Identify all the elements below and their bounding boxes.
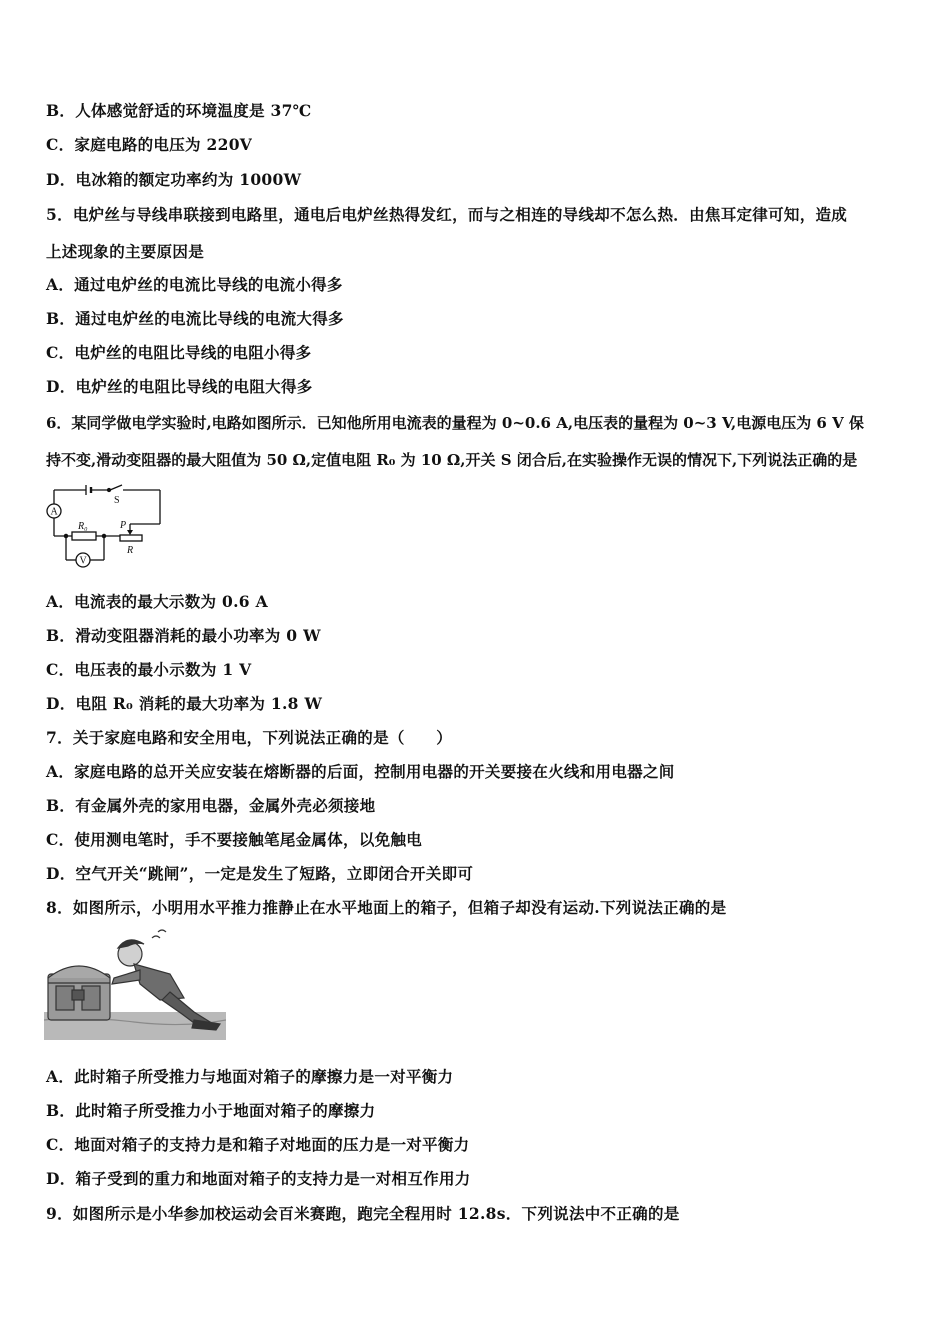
option-a-q7: A．家庭电路的总开关应安装在熔断器的后面，控制用电器的开关要接在火线和用电器之间 (46, 762, 675, 781)
rheostat-label: R (127, 545, 134, 556)
voltmeter-label: V (79, 555, 87, 567)
rheostat-r (120, 535, 142, 541)
option-d-q8: D．箱子受到的重力和地面对箱子的支持力是一对相互作用力 (46, 1169, 471, 1188)
question-8: 8．如图所示，小明用水平推力推静止在水平地面上的箱子，但箱子却没有运动.下列说法正确的是 (46, 898, 727, 917)
question-6-line-1: 6．某同学做电学实验时,电路如图所示．已知他所用电流表的量程为 0~0.6 A,电压表的量程为 0~3 V,电源电压为 6 V 保 (46, 414, 864, 432)
option-a-q6: A．电流表的最大示数为 0.6 A (46, 592, 268, 611)
option-c-q8: C．地面对箱子的支持力是和箱子对地面的压力是一对平衡力 (46, 1135, 470, 1154)
r0-label: R₀ (78, 521, 88, 532)
option-c-q7: C．使用测电笔时，手不要接触笔尾金属体，以免触电 (46, 830, 423, 849)
option-d-q5: D．电炉丝的电阻比导线的电阻大得多 (46, 377, 313, 396)
option-a-q5: A．通过电炉丝的电流比导线的电流小得多 (46, 275, 343, 294)
ammeter-label: A (50, 506, 58, 518)
question-7: 7．关于家庭电路和安全用电，下列说法正确的是（ ） (46, 728, 453, 747)
option-b-q5: B．通过电炉丝的电流比导线的电流大得多 (46, 309, 344, 328)
resistor-r0 (72, 532, 96, 540)
option-d-q4: D．电冰箱的额定功率约为 1000W (46, 170, 302, 189)
option-a-q8: A．此时箱子所受推力与地面对箱子的摩擦力是一对平衡力 (46, 1067, 454, 1086)
option-c-q4: C．家庭电路的电压为 220V (46, 135, 253, 154)
slider-arrow (127, 530, 133, 535)
option-d-q7: D．空气开关“跳闸”，一定是发生了短路，立即闭合开关即可 (46, 864, 474, 883)
circuit-diagram (42, 478, 170, 574)
boy-body (134, 964, 184, 1000)
option-b-q7: B．有金属外壳的家用电器，金属外壳必须接地 (46, 796, 376, 815)
option-d-q6: D．电阻 R₀ 消耗的最大功率为 1.8 W (46, 694, 323, 713)
question-9: 9．如图所示是小华参加校运动会百米赛跑，跑完全程用时 12.8s．下列说法中不正确的是 (46, 1204, 680, 1223)
option-b-q6: B．滑动变阻器消耗的最小功率为 0 W (46, 626, 321, 645)
switch-label: S (114, 495, 120, 506)
question-6-line-2: 持不变,滑动变阻器的最大阻值为 50 Ω,定值电阻 R₀ 为 10 Ω,开关 S 闭合后,在实验操作无误的情况下,下列说法正确的是 (46, 451, 858, 469)
question-5-line-2: 上述现象的主要原因是 (46, 242, 205, 261)
slider-label: P (120, 520, 127, 531)
boy-arm (112, 970, 140, 984)
boy-pushing-chest-illustration (44, 928, 226, 1040)
option-b-q4: B．人体感觉舒适的环境温度是 37℃ (46, 101, 312, 120)
option-c-q6: C．电压表的最小示数为 1 V (46, 660, 252, 679)
option-b-q8: B．此时箱子所受推力小于地面对箱子的摩擦力 (46, 1101, 376, 1120)
option-c-q5: C．电炉丝的电阻比导线的电阻小得多 (46, 343, 312, 362)
switch-blade (110, 485, 122, 490)
question-5-line-1: 5．电炉丝与导线串联接到电路里，通电后电炉丝热得发红，而与之相连的导线却不怎么热．由焦耳定律可知，造成 (46, 205, 848, 224)
